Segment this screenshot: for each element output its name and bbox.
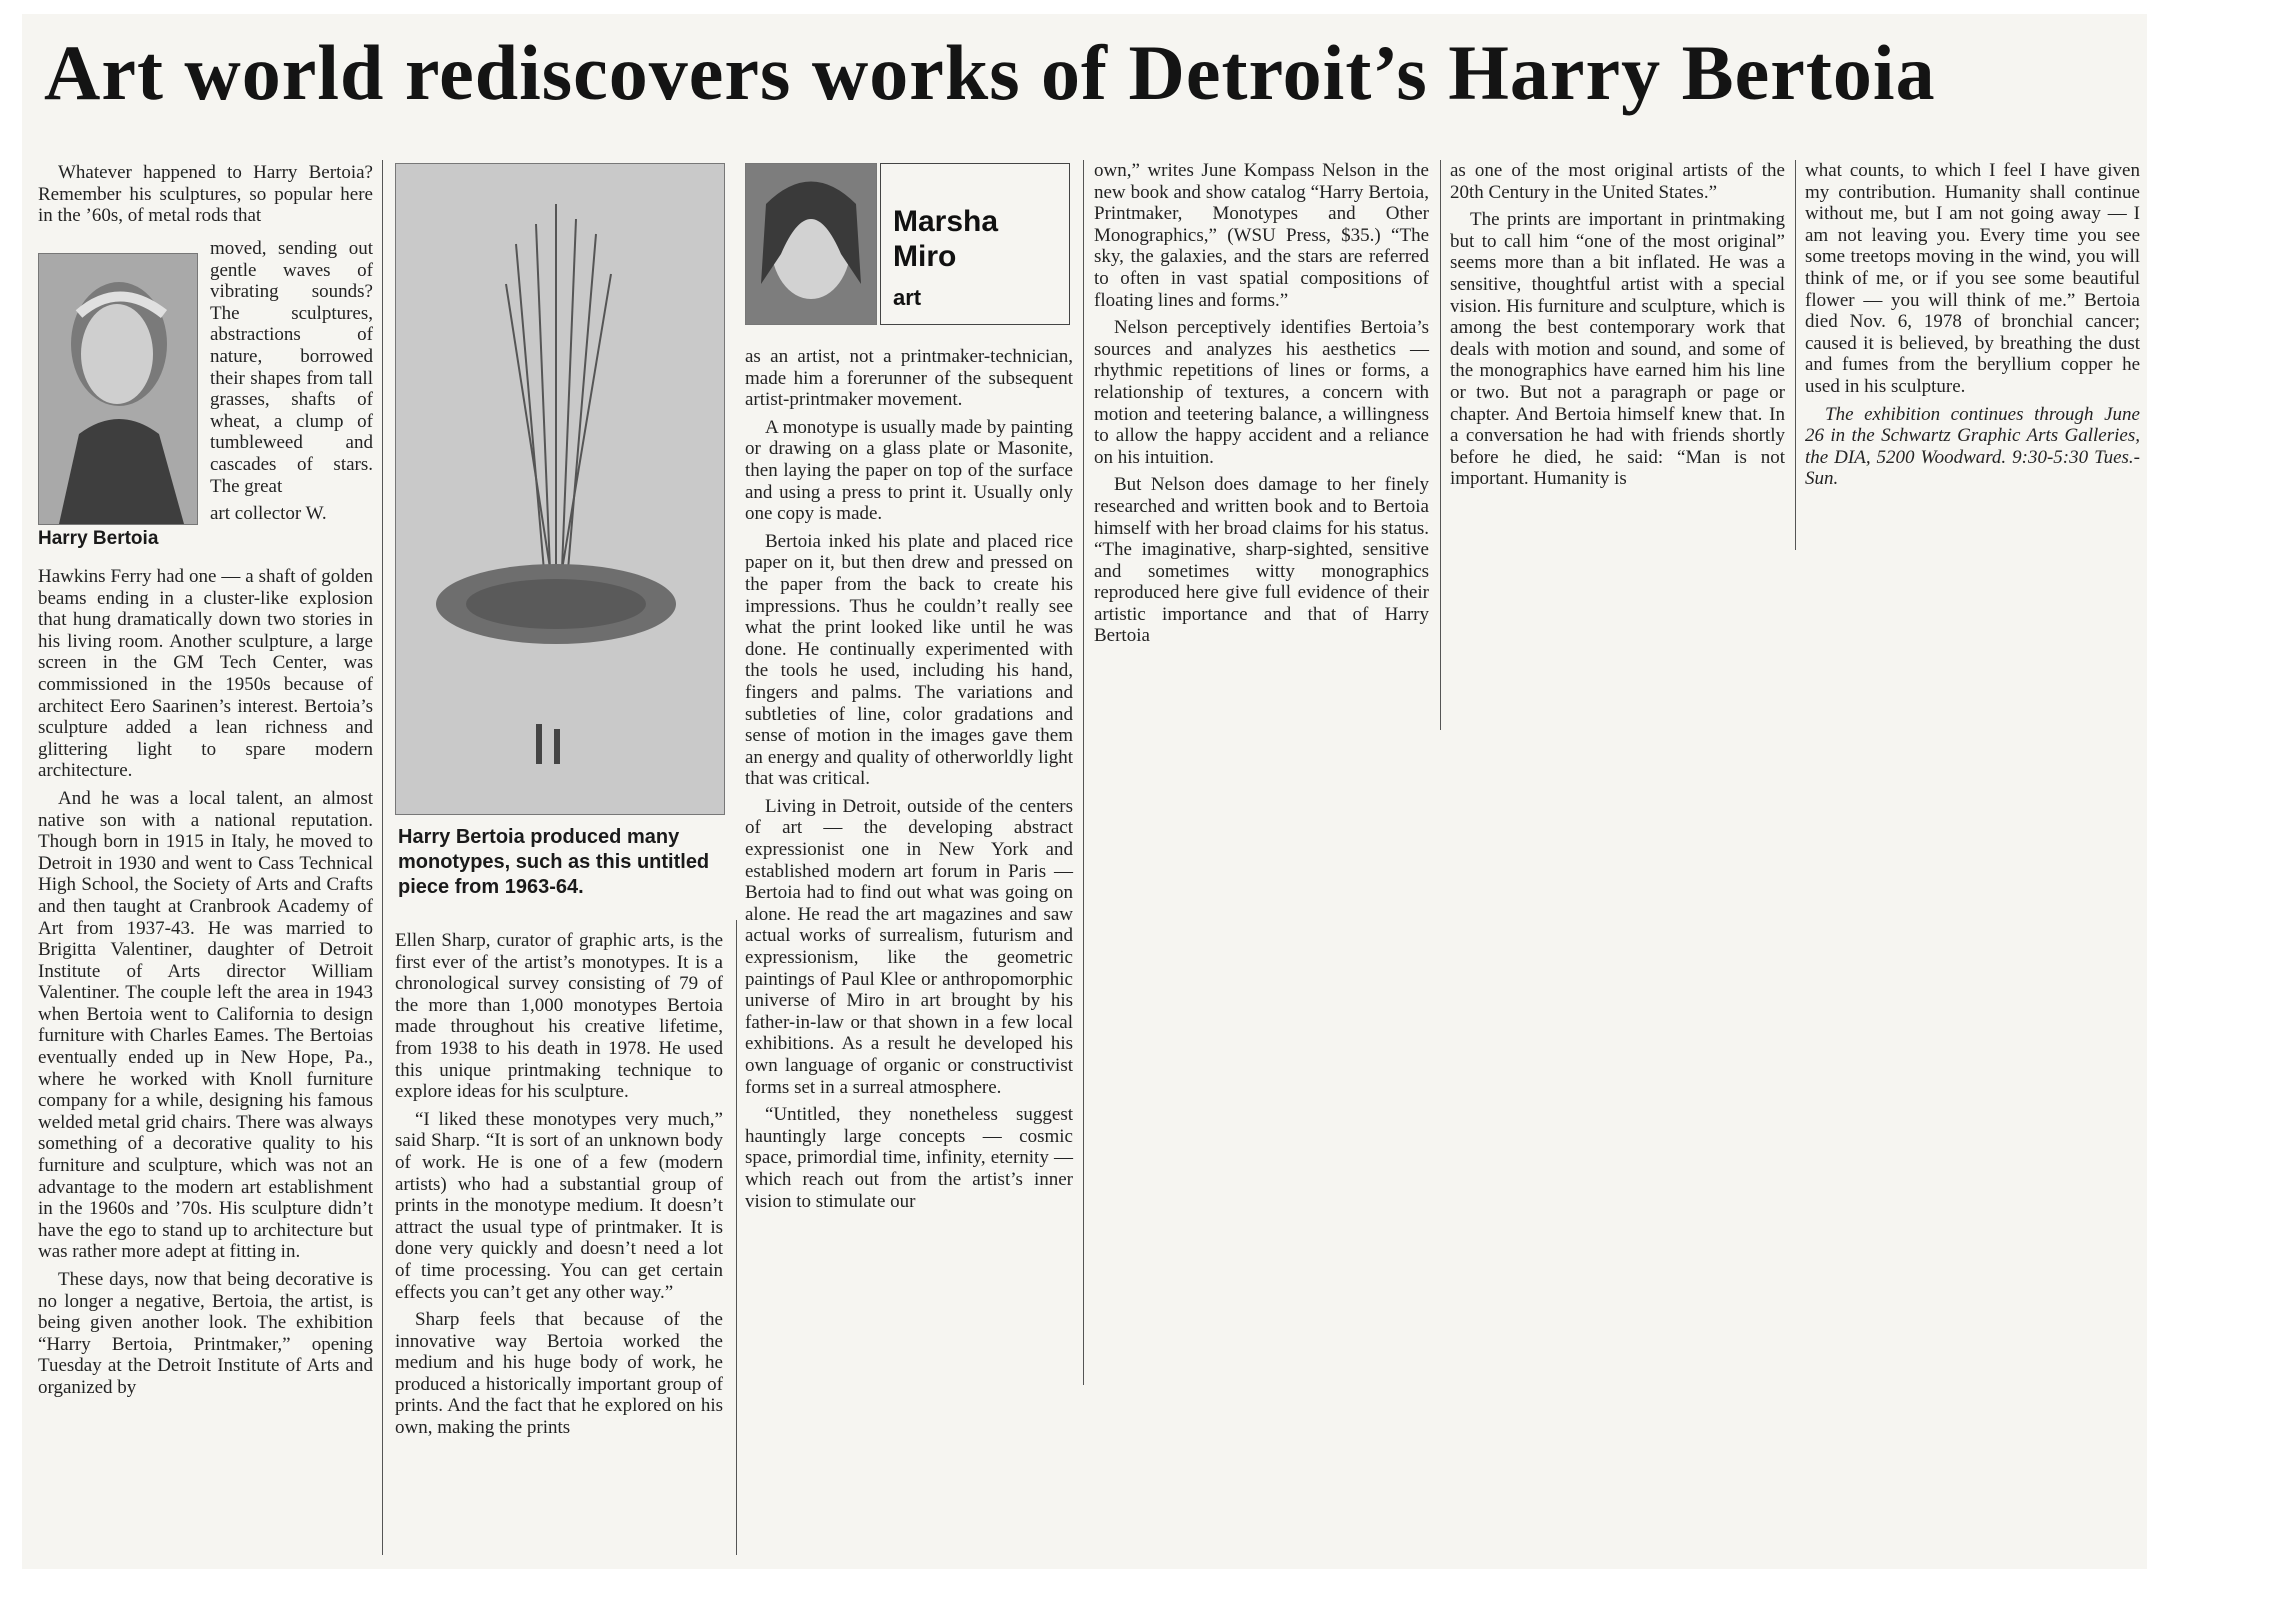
paragraph: as one of the most original artists of the 20th Century in the United States.”	[1450, 160, 1785, 203]
article-column-1-lower	[38, 566, 373, 1405]
paragraph: But Nelson does damage to her finely researched and written book and to Bertoia himself with her broad claims for his status. “The imaginative, sharp-sighted, sensitive and sometimes witty monographics reproduced here give full evidence of their artistic importance and that of Harry Bertoia	[1094, 474, 1429, 647]
paragraph: art collector W.	[210, 503, 327, 525]
article-column-2	[395, 930, 723, 1445]
byline-section: art	[893, 285, 922, 310]
article-column-1-wrap	[210, 238, 373, 531]
column-rule	[736, 920, 737, 1555]
byline-name: Marsha	[893, 205, 999, 238]
byline-name: Miro	[893, 240, 957, 273]
column-rule	[1083, 160, 1084, 1385]
article-column-1	[38, 162, 373, 233]
article-column-5	[1450, 160, 1785, 496]
paragraph: “I liked these monotypes very much,” said Sharp. “It is sort of an unknown body of work. He is one of a few (modern artists) who had a substantial group of prints in the monotype medium. It doesn’t attract the usual type of printmaker. It is done very quickly and doesn’t need a lot of time processing. You can get certain effects you can’t get any other way.”	[395, 1108, 723, 1303]
monotype-artwork-photo	[396, 164, 724, 814]
paragraph: Hawkins Ferry had one — a shaft of golden beams ending in a cluster-like explosion that hung dramatically down two stories in his living room. Another sculpture, a large screen in the GM Tech Center, was commissioned in the 1950s because of architect Eero Saarinen’s interest. Bertoia’s sculpture added a lean richness and glittering light to spare modern architecture.	[38, 566, 373, 782]
column-rule	[1795, 160, 1796, 550]
column-rule	[1440, 160, 1441, 730]
paragraph: as an artist, not a printmaker-technician, made him a forerunner of the subsequent artist-printmaker movement.	[745, 346, 1073, 411]
paragraph: moved, sending out gentle waves of vibrating sounds? The sculptures, abstractions of nature, borrowed their shapes from tall grasses, shafts of wheat, a clump of tumbleweed and cascades of stars. The great	[210, 238, 373, 497]
column-rule	[382, 160, 383, 1555]
paragraph: own,” writes June Kompass Nelson in the new book and show catalog “Harry Bertoia, Printmaker, Monotypes and Other Monographics,” (WSU Press, $35.) “The sky, the galaxies, and the stars are referred to often in vast spatial compositions of floating lines and forms.”	[1094, 160, 1429, 311]
article-column-6	[1805, 160, 2140, 496]
portrait-photo-frame	[38, 253, 198, 525]
headline: Art world rediscovers works of Detroit’s Harry Bertoia	[44, 29, 1936, 116]
paragraph: Whatever happened to Harry Bertoia? Remember his sculptures, so popular here in the ’60s, of metal rods that	[38, 162, 373, 227]
paragraph: Bertoia inked his plate and placed rice paper on it, but then drew and pressed on the paper from the back to create his impressions. Thus he couldn’t really see what the print looked like until he was done. He continually experimented with the tools he used, including his hand, fingers and palms. The variations and subtleties of line, color gradations and sense of motion in the images gave them an energy and quality of otherworldly light that was critical.	[745, 530, 1073, 790]
article-column-4	[1094, 160, 1429, 653]
author-photo-frame	[745, 163, 877, 325]
paragraph: “Untitled, they nonetheless suggest hauntingly large concepts — cosmic space, primordial time, infinity, eternity — which reach out from the artist’s inner vision to stimulate our	[745, 1104, 1073, 1212]
artwork-caption: Harry Bertoia produced many monotypes, such as this untitled piece from 1963-64.	[398, 826, 710, 898]
paragraph: Ellen Sharp, curator of graphic arts, is the first ever of the artist’s monotypes. It is a chronological survey consisting of 79 of the more than 1,000 monotypes Bertoia made throughout his creative lifetime, from 1938 to his death in 1978. He used this unique printmaking technique to explore ideas for his sculpture.	[395, 930, 723, 1103]
paragraph: These days, now that being decorative is no longer a negative, Bertoia, the artist, is being given another look. The exhibition “Harry Bertoia, Printmaker,” opening Tuesday at the Detroit Institute of Arts and organized by	[38, 1269, 373, 1398]
exhibition-info: The exhibition continues through June 26 in the Schwartz Graphic Arts Galleries, the DIA, 5200 Woodward. 9:30-5:30 Tues.-Sun.	[1805, 403, 2140, 490]
portrait-caption: Harry Bertoia	[38, 528, 159, 549]
article-column-3	[745, 346, 1073, 1218]
paragraph: The prints are important in printmaking but to call him “one of the most original” seems more than a bit inflated. He was a sensitive, thoughtful artist with a special vision. His furniture and sculpture, which is among the best contemporary work that deals with motion and sound, and some of the monographics have earned him his line or two. But not a paragraph or page or chapter. And Bertoia himself knew that. In a conversation he had with friends shortly before he died, he said: “Man is not important. Humanity is	[1450, 209, 1785, 490]
paragraph: Nelson perceptively identifies Bertoia’s sources and analyzes his aesthetics — rhythmic repetitions of lines or forms, a relationship of textures, a concern with motion and teetering balance, a willingness to allow the happy accident and a reliance on his intuition.	[1094, 317, 1429, 468]
man-portrait-photo	[39, 254, 197, 524]
author-headshot-photo	[746, 164, 876, 324]
paragraph: A monotype is usually made by painting or drawing on a glass plate or Masonite, then laying the paper on top of the surface and using a press to print it. Usually only one copy is made.	[745, 416, 1073, 525]
artwork-photo-frame	[395, 163, 725, 815]
paragraph: Sharp feels that because of the innovative way Bertoia worked the medium and his huge body of work, he produced a historically important group of prints. And the fact that he explored on his own, making the prints	[395, 1309, 723, 1439]
paragraph: what counts, to which I feel I have given my contribution. Humanity shall continue without me, but I am not going away — I am not leaving you. Every time you see some treetops moving in the wind, you will think of me, or if you see some beautiful flower — you will think of me.” Bertoia died Nov. 6, 1978 of bronchial cancer; caused it is believed, by breathing the dust and fumes from the beryllium copper he used in his sculpture.	[1805, 160, 2140, 397]
paragraph: Living in Detroit, outside of the centers of art — the developing abstract expressionist one in New York and established modern art forum in Paris — Bertoia had to find out what was going on alone. He read the art magazines and saw actual works of surrealism, futurism and expressionism, like the geometric paintings of Paul Klee or anthropomorphic universe of Miro in art brought by his father-in-law or that shown in a few local exhibitions. As a result he developed his own language of organic or constructivist forms set in a surreal atmosphere.	[745, 795, 1073, 1098]
paragraph: And he was a local talent, an almost native son with a national reputation. Though born in 1915 in Italy, he moved to Detroit in 1930 and went to Cass Technical High School, the Society of Arts and Crafts and then taught at Cranbrook Academy of Art from 1937-43. He was married to Brigitta Valentiner, daughter of Detroit Institute of Arts director William Valentiner. The couple left the area in 1943 when Bertoia went to California to design furniture with Charles Eames. The Bertoias eventually ended up in New Hope, Pa., where he worked with Knoll furniture company for a while, designing his famous welded metal grid chairs. There was always something of a decorative quality to his furniture and sculpture, which was not an advantage to the modern art establishment in the 1960s and ’70s. His sculpture didn’t have the ego to stand up to architecture but was rather more adept at fitting in.	[38, 787, 373, 1263]
